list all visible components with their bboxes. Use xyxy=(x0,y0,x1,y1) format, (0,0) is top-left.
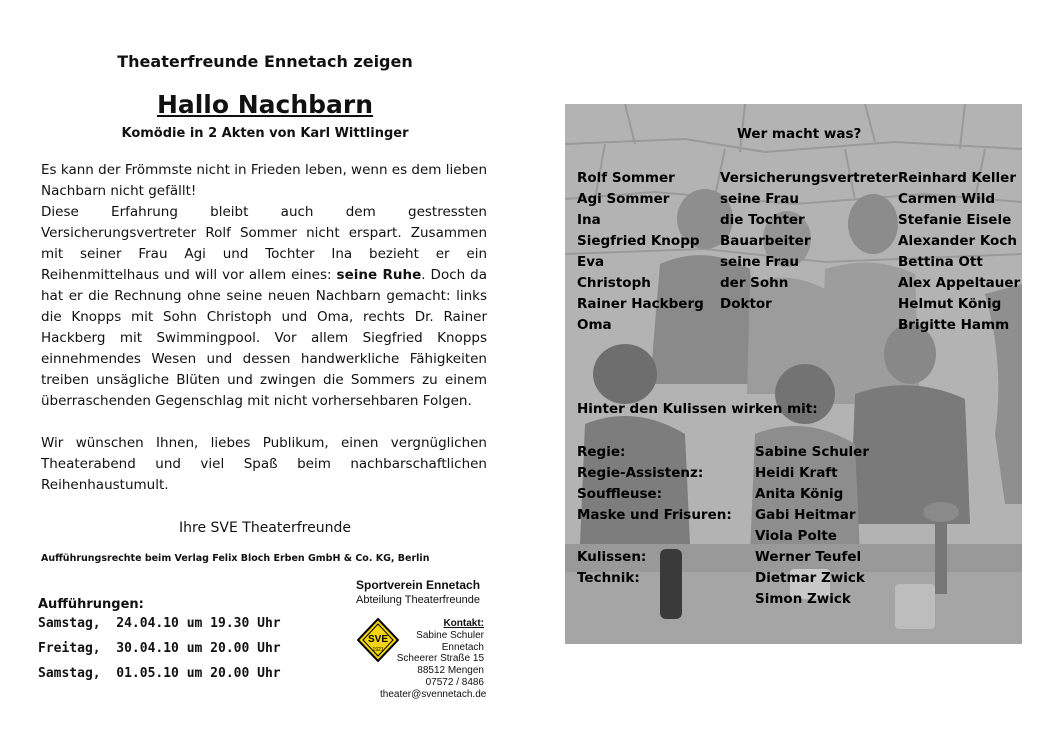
crew-job: Regie: xyxy=(577,444,626,460)
crew-job: Maske und Frisuren: xyxy=(577,507,732,523)
crew-name: Sabine Schuler xyxy=(755,444,869,460)
contact-line: 88512 Mengen xyxy=(417,665,484,677)
crew-job: Regie-Assistenz: xyxy=(577,465,704,481)
cast-actor: Alexander Koch xyxy=(898,233,1017,249)
contact-line: 07572 / 8486 xyxy=(425,676,484,688)
cast-actor: Alex Appeltauer xyxy=(898,275,1021,291)
cast-role: Ina xyxy=(577,212,601,228)
performance-date: Samstag, 01.05.10 um 20.00 Uhr xyxy=(38,666,281,681)
cast-heading: Wer macht was? xyxy=(737,126,862,142)
contact-line: Scheerer Straße 15 xyxy=(396,653,484,665)
crew-name: Heidi Kraft xyxy=(755,465,838,481)
crew-name: Simon Zwick xyxy=(755,591,851,607)
performances-title: Aufführungen: xyxy=(38,597,144,612)
crew-name: Werner Teufel xyxy=(755,549,862,565)
cast-role: Rainer Hackberg xyxy=(577,296,704,312)
cast-desc: Versicherungsvertreter xyxy=(720,170,898,186)
header-line: Theaterfreunde Ennetach zeigen xyxy=(117,52,413,71)
story-main xyxy=(41,202,487,412)
cast-desc: der Sohn xyxy=(720,275,789,291)
cast-photo xyxy=(565,104,1022,644)
performance-date: Samstag, 24.04.10 um 19.30 Uhr xyxy=(38,616,281,631)
story-text xyxy=(41,160,487,496)
crew-job: Kulissen: xyxy=(577,549,647,565)
cast-actor: Carmen Wild xyxy=(898,191,996,207)
cast-role: Siegfried Knopp xyxy=(577,233,700,249)
story-main-bold: seine Ruhe xyxy=(336,267,422,283)
crew-name: Viola Polte xyxy=(755,528,837,544)
cast-actor: Brigitte Hamm xyxy=(898,317,1010,333)
cast-role: Oma xyxy=(577,317,612,333)
story-closing: Wir wünschen Ihnen, liebes Publikum, einen vergnüglichen Theaterabend und viel Spaß beim nachbarschaftlichen Reihenhaustumult. xyxy=(41,435,487,493)
cast-desc: die Tochter xyxy=(720,212,805,228)
contact-email: theater@svennetach.de xyxy=(380,688,487,700)
cast-desc: seine Frau xyxy=(720,254,800,270)
performance-date: Freitag, 30.04.10 um 20.00 Uhr xyxy=(38,641,281,656)
cast-actor: Bettina Ott xyxy=(898,254,983,270)
story-main-post: . Doch da hat er die Rechnung ohne seine neuen Nachbarn gemacht: links die Knopps mit Sohn Christoph und Oma, rechts Dr. Rainer Hackberg mit Swimmingpool. Vor allem Siegfried Knopps einnehmendes Wesen und dessen handwerkliche Fähigkeiten treiben unsägliche Blüten und zwingen die Sommers zu einem überraschenden Gegenschlag mit nicht vorhersehbaren Folgen. xyxy=(41,267,488,409)
contact-label: Kontakt: xyxy=(443,618,484,629)
cast-desc: Bauarbeiter xyxy=(720,233,811,249)
crew-name: Anita König xyxy=(755,486,844,502)
cast-role: Christoph xyxy=(577,275,651,291)
contact-block xyxy=(380,618,487,701)
crew-name: Gabi Heitmar xyxy=(755,507,856,523)
play-subtitle: Komödie in 2 Akten von Karl Wittlinger xyxy=(121,126,409,141)
cast-desc: seine Frau xyxy=(720,191,800,207)
play-title: Hallo Nachbarn xyxy=(156,90,374,119)
contact-line: Sabine Schuler xyxy=(416,629,484,641)
cast-desc: Doktor xyxy=(720,296,772,312)
cast-actor: Stefanie Eisele xyxy=(898,212,1012,228)
crew-job: Technik: xyxy=(577,570,640,586)
signoff: Ihre SVE Theaterfreunde xyxy=(179,520,351,536)
rights-notice: Aufführungsrechte beim Verlag Felix Bloch Erben GmbH & Co. KG, Berlin xyxy=(41,553,430,564)
club-department: Abteilung Theaterfreunde xyxy=(356,594,480,606)
logo-year: 1921 xyxy=(372,647,384,653)
cast-actor: Helmut König xyxy=(898,296,1002,312)
crew-job: Souffleuse: xyxy=(577,486,663,502)
logo-text: SVE xyxy=(367,634,389,645)
story-intro: Es kann der Frömmste nicht in Frieden leben, wenn es dem lieben Nachbarn nicht gefällt! xyxy=(41,162,487,199)
cast-role: Eva xyxy=(577,254,605,270)
club-name: Sportverein Ennetach xyxy=(356,578,481,592)
story-main-pre: Diese Erfahrung bleibt auch dem gestressten Versicherungsvertreter Rolf Sommer nicht erspart. Zusammen mit seiner Frau Agi und Tochter Ina bezieht er ein Reihenmittelhaus und will vor allem eines: xyxy=(41,204,487,283)
cast-actor: Reinhard Keller xyxy=(898,170,1016,186)
cast-role: Agi Sommer xyxy=(577,191,670,207)
crew-heading: Hinter den Kulissen wirken mit: xyxy=(577,401,818,417)
crew-name: Dietmar Zwick xyxy=(755,570,865,586)
cast-role: Rolf Sommer xyxy=(577,170,675,186)
contact-line: Ennetach xyxy=(441,641,484,653)
